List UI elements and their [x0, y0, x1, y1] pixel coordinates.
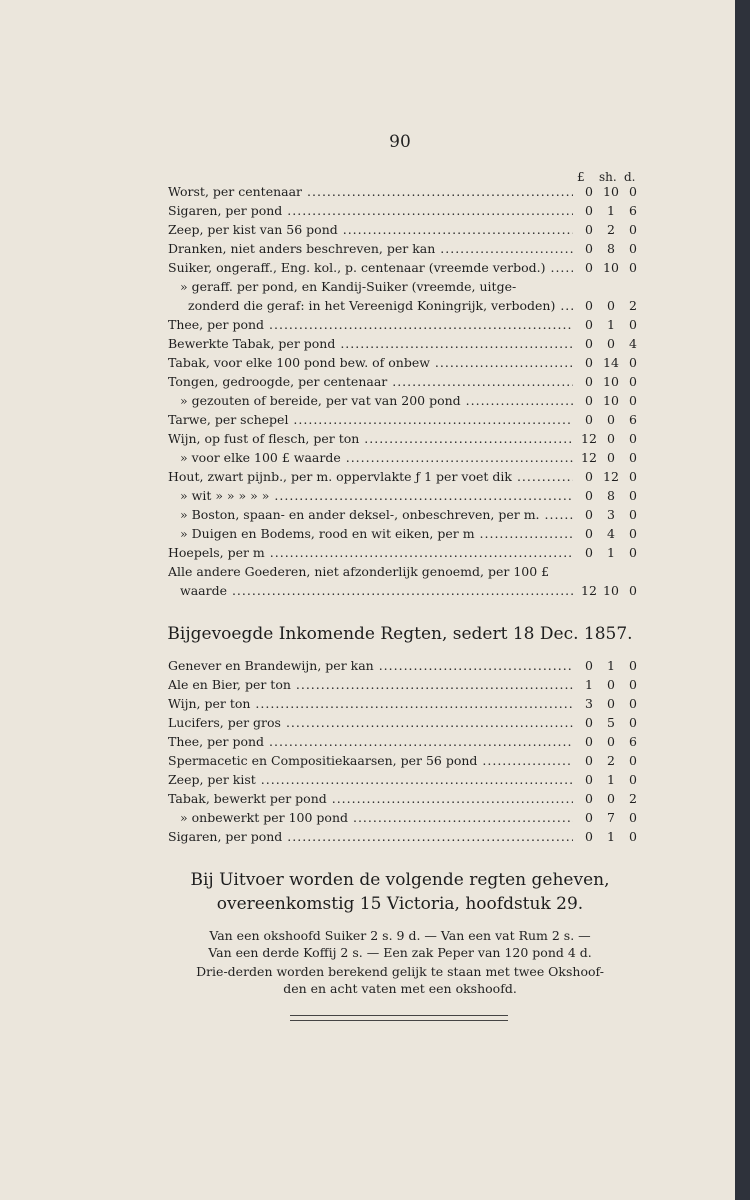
value-pence: 0	[629, 507, 637, 522]
row-label-text: zonderd die geraf: in het Vereenigd Koningrijk, verboden)	[188, 298, 556, 313]
column-pound: £	[577, 170, 585, 184]
table-row	[168, 201, 655, 220]
value-pound: 3	[585, 696, 593, 711]
row-label	[168, 732, 573, 751]
table-row	[168, 656, 655, 675]
table-row	[168, 277, 655, 296]
value-pence: 0	[629, 829, 637, 844]
value-pound: 0	[585, 772, 593, 787]
table-row	[168, 732, 655, 751]
value-shilling: 14	[603, 355, 619, 370]
row-label-text: » voor elke 100 £ waarde	[180, 450, 341, 465]
table-row	[168, 467, 655, 486]
value-pence: 0	[629, 317, 637, 332]
leader-dots	[282, 203, 573, 218]
table-row	[168, 410, 655, 429]
footer-line: Van een derde Koffij 2 s. — Een zak Peper van 120 pond 4 d.	[208, 945, 592, 960]
table-row	[168, 808, 655, 827]
row-label-text: Tongen, gedroogde, per centenaar	[168, 374, 388, 389]
value-shilling: 0	[607, 336, 615, 351]
book-edge	[735, 0, 750, 1200]
value-shilling: 10	[603, 260, 619, 275]
row-label	[180, 524, 573, 543]
value-pence: 0	[629, 184, 637, 199]
value-shilling: 1	[607, 658, 615, 673]
row-label	[168, 675, 573, 694]
value-shilling: 1	[607, 545, 615, 560]
value-pence: 0	[629, 696, 637, 711]
value-shilling: 1	[607, 203, 615, 218]
closing-rule-bottom	[290, 1020, 508, 1021]
value-pence: 0	[629, 469, 637, 484]
value-pound: 0	[585, 260, 593, 275]
value-shilling: 1	[607, 317, 615, 332]
value-pound: 0	[585, 222, 593, 237]
row-label-text: Thee, per pond	[168, 317, 265, 332]
value-shilling: 7	[607, 810, 615, 825]
value-pound: 0	[585, 526, 593, 541]
leader-dots	[302, 184, 573, 199]
table-row	[168, 182, 655, 201]
table-row	[168, 524, 655, 543]
closing-rule-top	[290, 1015, 508, 1016]
row-label	[180, 505, 573, 524]
value-pound: 0	[585, 336, 593, 351]
value-pence: 0	[629, 677, 637, 692]
leader-dots	[264, 734, 573, 749]
row-label	[168, 334, 573, 353]
value-pence: 0	[629, 810, 637, 825]
value-shilling: 4	[607, 526, 615, 541]
leader-dots	[387, 374, 573, 389]
row-label	[168, 467, 573, 486]
value-pound: 0	[585, 488, 593, 503]
leader-dots	[256, 772, 573, 787]
value-shilling: 3	[607, 507, 615, 522]
tariff-table-additional	[168, 656, 655, 846]
leader-dots	[546, 260, 573, 275]
value-pence: 0	[629, 545, 637, 560]
row-label-text: Tarwe, per schepel	[168, 412, 289, 427]
value-shilling: 12	[603, 469, 619, 484]
value-shilling: 2	[607, 222, 615, 237]
value-pence: 6	[629, 734, 637, 749]
value-pound: 0	[585, 753, 593, 768]
table-row	[168, 372, 655, 391]
row-label	[180, 277, 573, 296]
value-pence: 0	[629, 526, 637, 541]
row-label-text: Suiker, ongeraff., Eng. kol., p. centenaar (vreemde verbod.)	[168, 260, 546, 275]
leader-dots	[555, 298, 573, 313]
row-label	[188, 296, 573, 315]
row-label	[168, 220, 573, 239]
value-pence: 0	[629, 393, 637, 408]
leader-dots	[348, 810, 573, 825]
value-pound: 0	[585, 355, 593, 370]
column-shilling: sh.	[599, 170, 617, 184]
row-label-text: Thee, per pond	[168, 734, 265, 749]
row-label-text: Bewerkte Tabak, per pond	[168, 336, 336, 351]
export-heading-line1: Bij Uitvoer worden de volgende regten geheven,	[190, 870, 610, 890]
leader-dots	[338, 222, 573, 237]
row-label-text: Alle andere Goederen, niet afzonderlijk genoemd, per 100 £	[168, 564, 550, 579]
value-pound: 0	[585, 203, 593, 218]
row-label-text: » Duigen en Bodems, rood en wit eiken, per m	[180, 526, 475, 541]
row-label-text: » Boston, spaan- en ander deksel-, onbeschreven, per m.	[180, 507, 540, 522]
leader-dots	[430, 355, 573, 370]
value-pence: 0	[629, 374, 637, 389]
value-shilling: 0	[607, 791, 615, 806]
value-shilling: 10	[603, 184, 619, 199]
value-shilling: 8	[607, 488, 615, 503]
leader-dots	[335, 336, 573, 351]
value-pence: 0	[629, 260, 637, 275]
value-shilling: 0	[607, 298, 615, 313]
value-pence: 0	[629, 583, 637, 598]
value-pound: 0	[585, 374, 593, 389]
table-row	[168, 789, 655, 808]
row-label-text: Sigaren, per pond	[168, 203, 283, 218]
value-pence: 0	[629, 715, 637, 730]
row-label-text: Worst, per centenaar	[168, 184, 303, 199]
row-label	[168, 201, 573, 220]
table-row	[168, 220, 655, 239]
row-label-text: Zeep, per kist van 56 pond	[168, 222, 338, 237]
value-pound: 0	[585, 715, 593, 730]
footer-line: Van een okshoofd Suiker 2 s. 9 d. — Van een vat Rum 2 s. —	[209, 928, 591, 943]
page-number: 90	[389, 132, 411, 152]
table-row	[168, 770, 655, 789]
value-pound: 0	[585, 317, 593, 332]
row-label	[168, 827, 573, 846]
value-pound: 0	[585, 507, 593, 522]
table-row	[168, 258, 655, 277]
value-pence: 6	[629, 412, 637, 427]
value-pence: 0	[629, 658, 637, 673]
leader-dots	[477, 753, 573, 768]
value-pence: 0	[629, 431, 637, 446]
row-label	[168, 410, 573, 429]
value-shilling: 0	[607, 431, 615, 446]
row-label-text: Wijn, per ton	[168, 696, 251, 711]
leader-dots	[269, 488, 573, 503]
leader-dots	[282, 829, 573, 844]
table-row	[168, 505, 655, 524]
leader-dots	[435, 241, 573, 256]
value-pound: 0	[585, 412, 593, 427]
value-pound: 0	[585, 829, 593, 844]
value-pound: 12	[581, 450, 597, 465]
row-label	[168, 429, 573, 448]
value-pound: 0	[585, 810, 593, 825]
value-pound: 0	[585, 298, 593, 313]
row-label	[180, 486, 573, 505]
value-shilling: 8	[607, 241, 615, 256]
leader-dots	[540, 507, 573, 522]
row-label-text: waarde	[180, 583, 227, 598]
row-label	[168, 543, 573, 562]
row-label-text: Genever en Brandewijn, per kan	[168, 658, 374, 673]
leader-dots	[281, 715, 573, 730]
value-shilling: 5	[607, 715, 615, 730]
value-pound: 0	[585, 658, 593, 673]
row-label	[168, 315, 573, 334]
table-row	[168, 296, 655, 315]
value-pound: 0	[585, 241, 593, 256]
row-label	[168, 751, 573, 770]
leader-dots	[374, 658, 573, 673]
value-pound: 12	[581, 431, 597, 446]
row-label	[168, 694, 573, 713]
footer-line: Drie-derden worden berekend gelijk te staan met twee Okshoof-	[196, 964, 604, 979]
row-label-text: » onbewerkt per 100 pond	[180, 810, 348, 825]
row-label	[168, 713, 573, 732]
row-label-text: Hoepels, per m	[168, 545, 265, 560]
column-pence: d.	[624, 170, 636, 184]
leader-dots	[227, 583, 573, 598]
table-row	[168, 239, 655, 258]
value-pence: 0	[629, 241, 637, 256]
row-label	[168, 353, 573, 372]
table-row	[168, 429, 655, 448]
leader-dots	[341, 450, 573, 465]
row-label	[168, 182, 573, 201]
value-shilling: 10	[603, 583, 619, 598]
row-label-text: Wijn, op fust of flesch, per ton	[168, 431, 360, 446]
row-label-text: Sigaren, per pond	[168, 829, 283, 844]
row-label-text: Lucifers, per gros	[168, 715, 281, 730]
value-pound: 0	[585, 734, 593, 749]
leader-dots	[264, 317, 573, 332]
value-shilling: 0	[607, 450, 615, 465]
leader-dots	[359, 431, 573, 446]
row-label-text: Hout, zwart pijnb., per m. oppervlakte ƒ 1 per voet dik	[168, 469, 512, 484]
table-row	[168, 353, 655, 372]
row-label	[168, 789, 573, 808]
table-row	[168, 713, 655, 732]
value-pence: 0	[629, 772, 637, 787]
value-pound: 0	[585, 545, 593, 560]
value-shilling: 0	[607, 412, 615, 427]
table-row	[168, 334, 655, 353]
leader-dots	[250, 696, 573, 711]
row-label	[168, 656, 573, 675]
value-pence: 4	[629, 336, 637, 351]
value-shilling: 10	[603, 374, 619, 389]
row-label-text: Dranken, niet anders beschreven, per kan	[168, 241, 436, 256]
value-shilling: 10	[603, 393, 619, 408]
value-pence: 0	[629, 450, 637, 465]
table-row	[168, 581, 655, 600]
value-pence: 0	[629, 355, 637, 370]
table-row	[168, 751, 655, 770]
row-label-text: » geraff. per pond, en Kandij-Suiker (vreemde, uitge-	[180, 279, 517, 294]
table-row	[168, 694, 655, 713]
table-row	[168, 675, 655, 694]
row-label	[168, 562, 573, 581]
section-heading-additional: Bijgevoegde Inkomende Regten, sedert 18 Dec. 1857.	[167, 624, 633, 644]
table-row	[168, 543, 655, 562]
leader-dots	[291, 677, 573, 692]
value-shilling: 1	[607, 772, 615, 787]
value-pence: 2	[629, 791, 637, 806]
row-label-text: Zeep, per kist	[168, 772, 256, 787]
export-heading-line2: overeenkomstig 15 Victoria, hoofdstuk 29.	[216, 894, 584, 914]
value-pound: 0	[585, 469, 593, 484]
value-shilling: 0	[607, 696, 615, 711]
row-label	[180, 448, 573, 467]
value-shilling: 0	[607, 677, 615, 692]
value-shilling: 1	[607, 829, 615, 844]
row-label-text: Spermacetic en Compositiekaarsen, per 56 pond	[168, 753, 478, 768]
value-shilling: 2	[607, 753, 615, 768]
footer-line: den en acht vaten met een okshoofd.	[283, 981, 517, 996]
row-label-text: Tabak, bewerkt per pond	[168, 791, 327, 806]
value-pound: 0	[585, 393, 593, 408]
table-row	[168, 448, 655, 467]
row-label	[168, 372, 573, 391]
row-label-text: » wit » » » » »	[180, 488, 270, 503]
row-label-text: Tabak, voor elke 100 pond bew. of onbew	[168, 355, 430, 370]
leader-dots	[512, 469, 573, 484]
row-label-text: Ale en Bier, per ton	[168, 677, 291, 692]
row-label	[168, 239, 573, 258]
row-label-text: » gezouten of bereide, per vat van 200 pond	[180, 393, 461, 408]
table-row	[168, 562, 655, 581]
table-row	[168, 315, 655, 334]
leader-dots	[265, 545, 573, 560]
row-label	[180, 391, 573, 410]
value-pence: 6	[629, 203, 637, 218]
leader-dots	[327, 791, 573, 806]
tariff-table-main	[168, 182, 655, 600]
value-pound: 12	[581, 583, 597, 598]
value-shilling: 0	[607, 734, 615, 749]
value-pence: 0	[629, 488, 637, 503]
value-pound: 0	[585, 184, 593, 199]
table-row	[168, 486, 655, 505]
leader-dots	[475, 526, 573, 541]
value-pence: 0	[629, 753, 637, 768]
value-pound: 0	[585, 791, 593, 806]
table-row	[168, 391, 655, 410]
row-label	[168, 770, 573, 789]
table-row	[168, 827, 655, 846]
value-pence: 0	[629, 222, 637, 237]
leader-dots	[288, 412, 573, 427]
leader-dots	[461, 393, 573, 408]
value-pence: 2	[629, 298, 637, 313]
value-pound: 1	[585, 677, 593, 692]
row-label	[168, 258, 573, 277]
row-label	[180, 581, 573, 600]
row-label	[180, 808, 573, 827]
